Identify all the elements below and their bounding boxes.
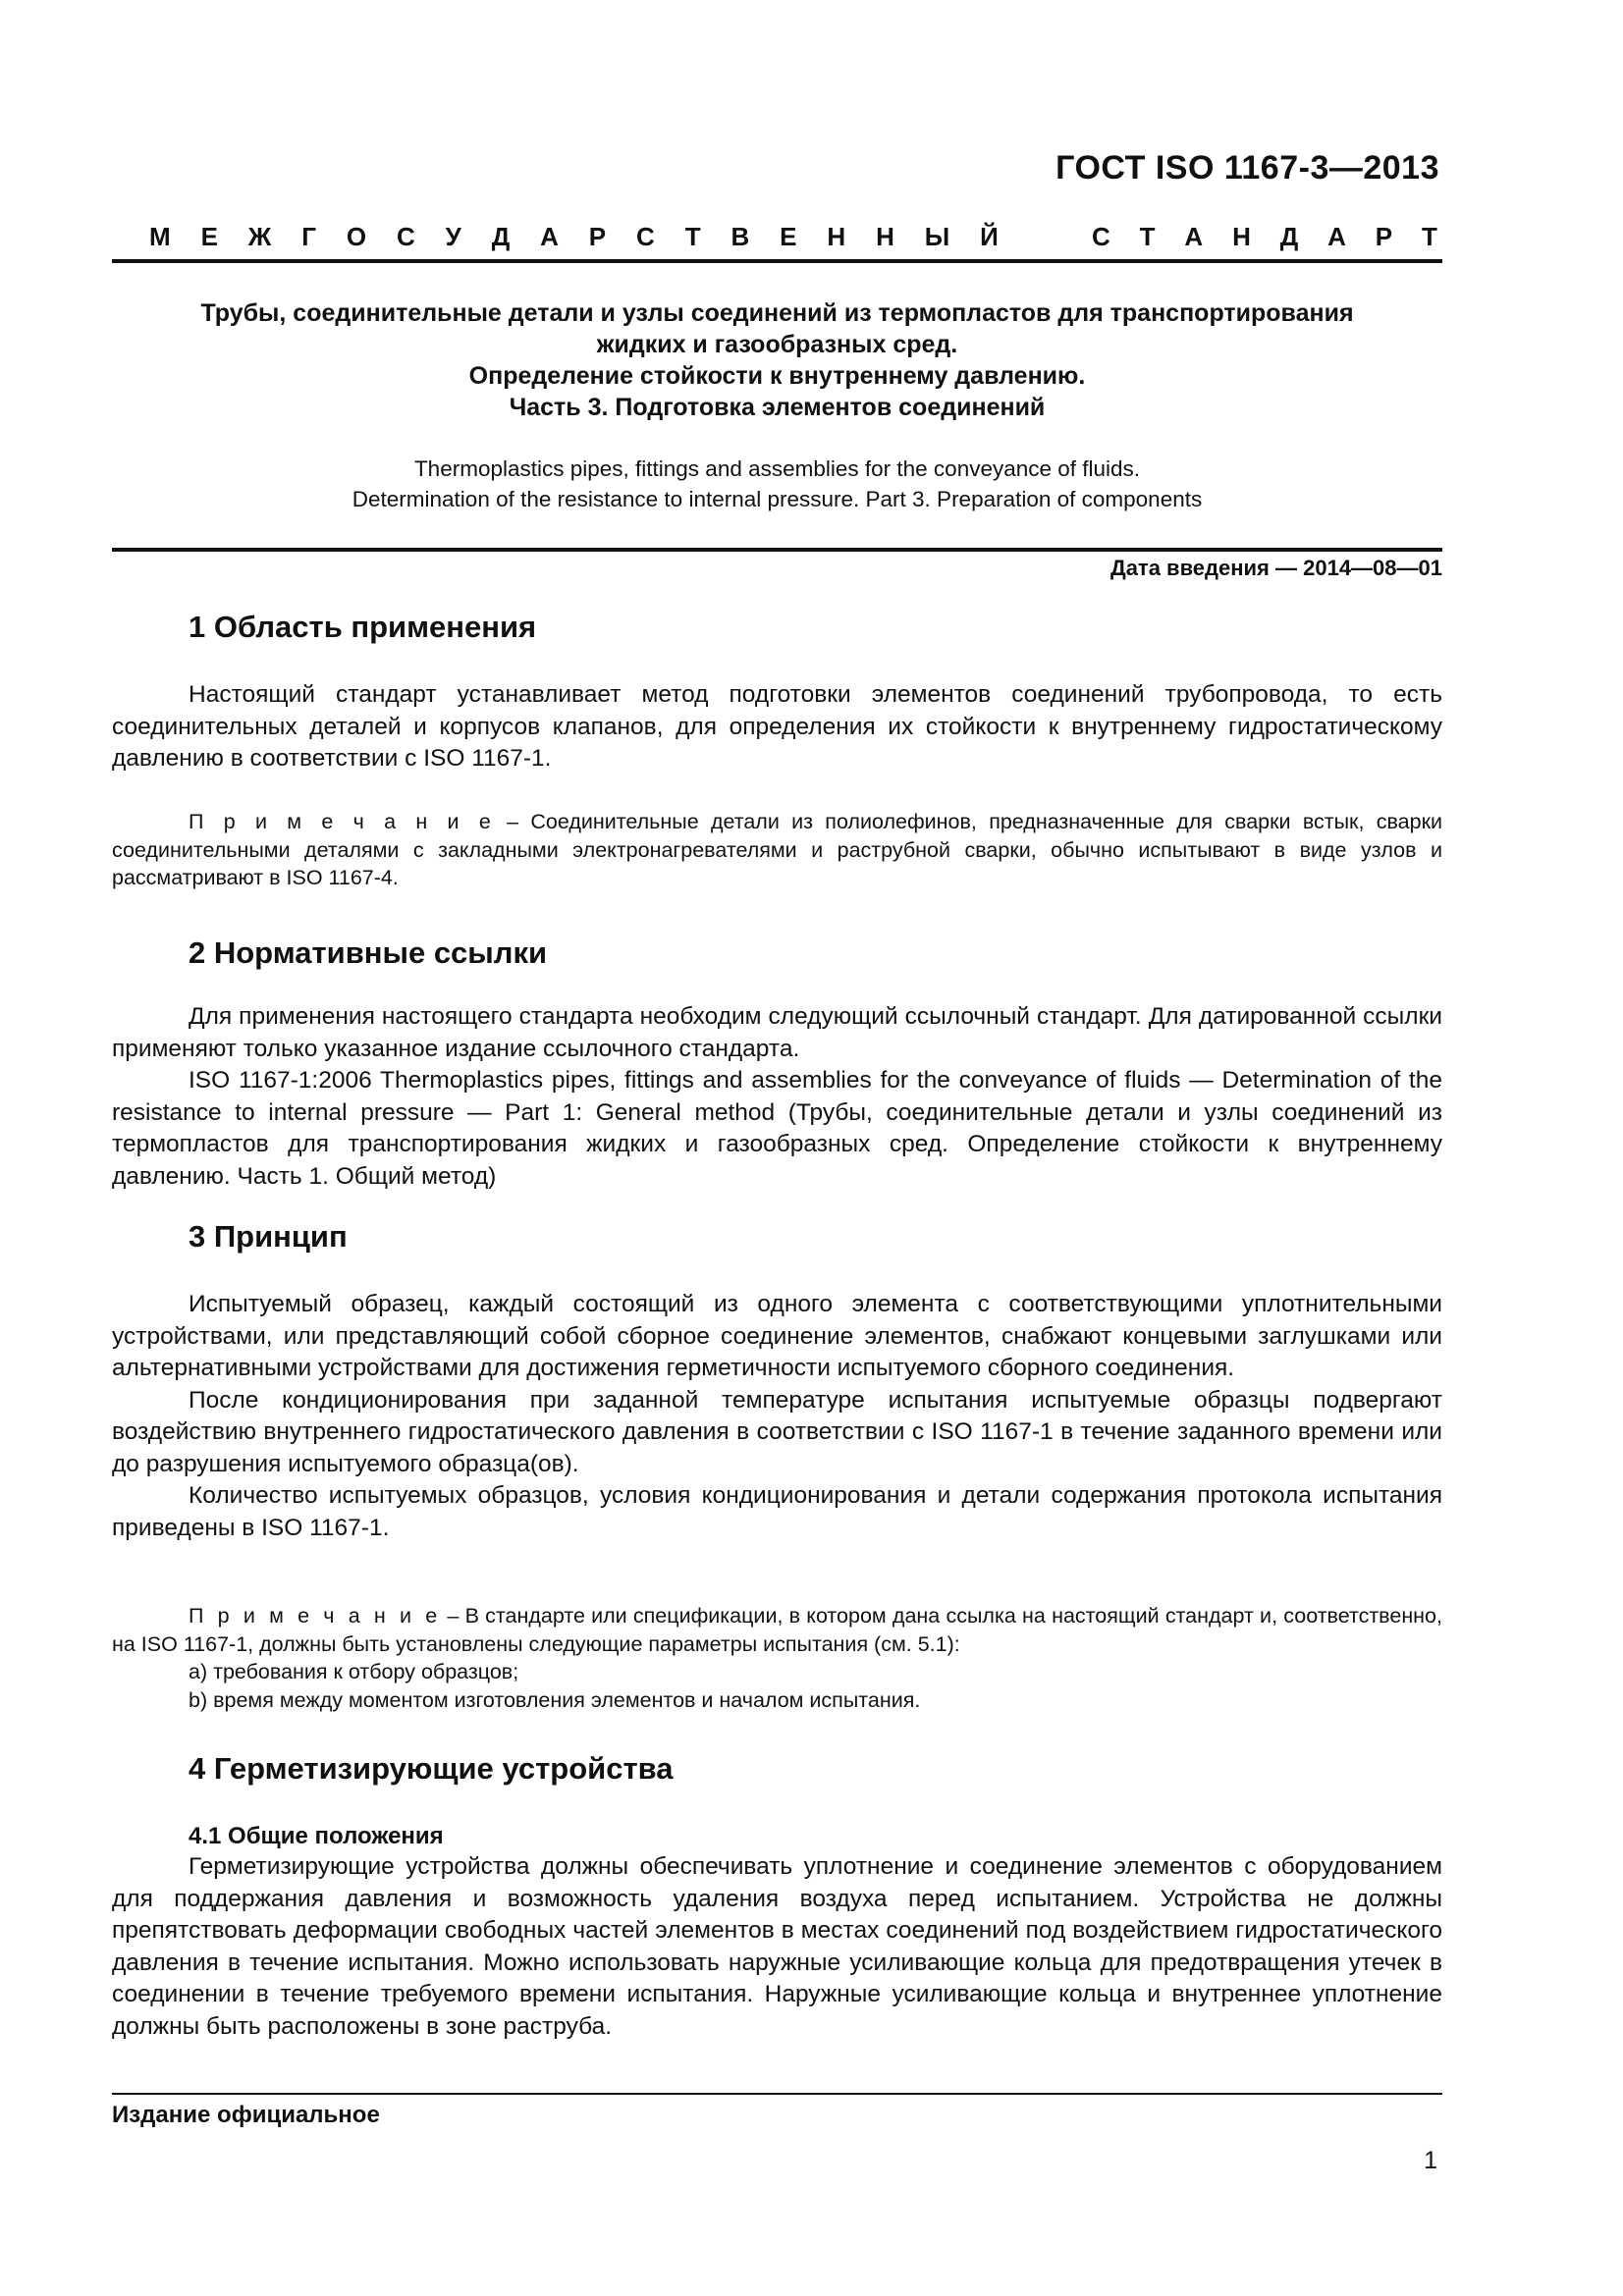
banner-word-standard: С Т А Н Д А Р Т [1092, 222, 1437, 251]
document-number: ГОСТ ISO 1167-3—2013 [1055, 149, 1439, 187]
title-rule [112, 548, 1442, 552]
standard-banner [149, 222, 1437, 252]
section-3-paragraph-3: Количество испытуемых образцов, условия кондиционирования и детали содержания протокола испытания приведены в ISO 1167-1. [112, 1482, 1442, 1541]
section-3-note [112, 1602, 1442, 1714]
header-rule [112, 259, 1442, 263]
official-edition-label: Издание официальное [112, 2102, 380, 2128]
section-4-paragraph: Герметизирующие устройства должны обеспечивать уплотнение и соединение элементов с оборудованием для поддержания давления и возможность удаления воздуха перед испытанием. Устройства не должны препятствовать деформации свободных частей элементов в местах соединений под воздействием гидростатического давления в течение испытания. Можно использовать наружные усиливающие кольца для предотвращения утечек в соединении в течение требуемого времени испытания. Наружные усиливающие кольца и внутреннее уплотнение должны быть расположены в зоне раструба. [112, 1853, 1442, 2040]
note-label: П р и м е ч а н и е [189, 810, 495, 833]
section-1-heading: 1 Область применения [189, 610, 537, 644]
banner-word-interstate: М Е Ж Г О С У Д А Р С Т В Е Н Н Ы Й [149, 222, 999, 251]
section-3-body [112, 1289, 1442, 1544]
section-2-paragraph-1: Для применения настоящего стандарта необходим следующий ссылочный стандарт. Для датированной ссылки применяют только указанное издание ссылочного стандарта. [112, 1003, 1442, 1062]
section-2-body [112, 1001, 1442, 1193]
section-1-note [112, 808, 1442, 892]
section-3-paragraph-2: После кондиционирования при заданной температуре испытания испытуемые образцы подвергают воздействию внутреннего гидростатического давления в соответствии с ISO 1167-1 в течение заданного времени или до разрушения испытуемого образца(ов). [112, 1386, 1442, 1477]
section-4-heading: 4 Герметизирующие устройства [189, 1751, 674, 1786]
section-3-paragraph-1: Испытуемый образец, каждый состоящий из одного элемента с соответствующими уплотнительными устройствами, или представляющий собой сборное соединение элементов, снабжают концевыми заглушками или альтернативными устройствами для достижения герметичности испытуемого сборного соединения. [112, 1291, 1442, 1381]
title-english: Thermoplastics pipes, fittings and assemblies for the conveyance of fluids. Determination of the resistance to internal pressure. Part 3. Preparation of components [352, 456, 1203, 511]
section-2-heading: 2 Нормативные ссылки [189, 935, 548, 970]
section-2 [112, 935, 1442, 971]
title-russian: Трубы, соединительные детали и узлы соединений из термопластов для транспортирования жидких и газообразных сред. Определение стойкости к внутреннему давлению. Часть 3. Подготовка элементов соединений [200, 299, 1354, 421]
subsection-4-1-heading: 4.1 Общие положения [189, 1823, 444, 1849]
introduction-date: Дата введения — 2014—08—01 [1110, 556, 1442, 580]
footer-rule [112, 2093, 1442, 2095]
section-2-paragraph-2: ISO 1167-1:2006 Thermoplastics pipes, fittings and assemblies for the conveyance of fluids — Determination of the resistance to internal pressure — Part 1: General method (Трубы, соединительные детали и узлы соединений из термопластов для транспортирования жидких и газообразных сред. Определение стойкости к внутреннему давлению. Часть 1. Общий метод) [112, 1067, 1442, 1190]
section-1-body [112, 679, 1442, 775]
section-1 [112, 610, 1442, 645]
note-label: П р и м е ч а н и е [189, 1604, 442, 1628]
note-text: – В стандарте или спецификации, в котором дана ссылка на настоящий стандарт и, соответственно, на ISO 1167-1, должны быть установлены следующие параметры испытания (см. 5.1): [112, 1604, 1442, 1656]
note-item-b: b) время между моментом изготовления элементов и началом испытания. [189, 1687, 921, 1712]
section-4-body [112, 1822, 1442, 2043]
section-1-paragraph: Настоящий стандарт устанавливает метод подготовки элементов соединений трубопровода, то есть соединительных деталей и корпусов клапанов, для определения их стойкости к внутреннему гидростатическому давлению в соответствии с ISO 1167-1. [112, 681, 1442, 772]
section-3 [112, 1219, 1442, 1255]
note-item-a: а) требования к отбору образцов; [189, 1660, 519, 1683]
section-3-heading: 3 Принцип [189, 1219, 348, 1254]
note-text: – Соединительные детали из полиолефинов, предназначенные для сварки встык, сварки соединительными деталями с закладными электронагревателями и раструбной сварки, обычно испытывают в виде узлов и рассматривают в ISO 1167-4. [112, 810, 1442, 889]
page-number: 1 [1424, 2147, 1437, 2174]
section-4 [112, 1751, 1442, 1787]
